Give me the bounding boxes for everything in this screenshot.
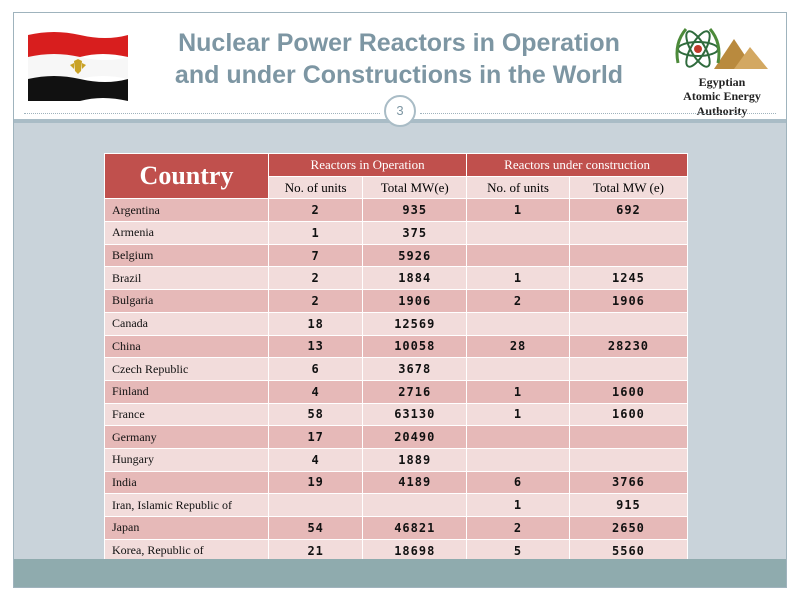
table-row xyxy=(105,380,688,403)
table-row xyxy=(105,244,688,267)
op-mw-cell: 1884 xyxy=(363,267,467,290)
op-units-cell: 13 xyxy=(269,335,363,358)
page-title xyxy=(144,27,654,91)
country-cell: Bulgaria xyxy=(105,290,269,313)
con-mw-cell: 3766 xyxy=(569,471,687,494)
country-cell: Iran, Islamic Republic of xyxy=(105,494,269,517)
table-row xyxy=(105,199,688,222)
con-units-cell: 1 xyxy=(467,494,570,517)
title-line-2: and under Constructions in the World xyxy=(174,61,624,89)
slide-content xyxy=(14,123,786,559)
op-mw-cell: 4189 xyxy=(363,471,467,494)
op-mw-cell: 46821 xyxy=(363,517,467,540)
con-mw-cell xyxy=(569,448,687,471)
header-divider-left xyxy=(24,113,380,114)
table-row xyxy=(105,335,688,358)
op-mw-cell: 5926 xyxy=(363,244,467,267)
con-mw-cell: 692 xyxy=(569,199,687,222)
op-units-cell: 4 xyxy=(269,380,363,403)
table-row xyxy=(105,358,688,381)
slide-number-badge: 3 xyxy=(384,95,416,127)
con-units-cell xyxy=(467,222,570,245)
con-units-header: No. of units xyxy=(467,176,570,199)
con-units-cell: 1 xyxy=(467,267,570,290)
country-header: Country xyxy=(105,154,269,199)
op-units-cell: 54 xyxy=(269,517,363,540)
op-mw-cell: 63130 xyxy=(363,403,467,426)
footer-bar xyxy=(14,559,786,587)
con-mw-cell: 1906 xyxy=(569,290,687,313)
op-mw-cell: 1889 xyxy=(363,448,467,471)
country-cell: India xyxy=(105,471,269,494)
con-units-cell: 1 xyxy=(467,380,570,403)
op-mw-cell: 3678 xyxy=(363,358,467,381)
country-cell: Finland xyxy=(105,380,269,403)
con-mw-cell: 5560 xyxy=(569,539,687,562)
table-row xyxy=(105,448,688,471)
con-units-cell xyxy=(467,244,570,267)
op-units-cell: 2 xyxy=(269,199,363,222)
op-mw-cell: 935 xyxy=(363,199,467,222)
slide xyxy=(13,12,787,588)
op-units-cell: 17 xyxy=(269,426,363,449)
op-mw-cell: 18698 xyxy=(363,539,467,562)
op-units-cell: 21 xyxy=(269,539,363,562)
country-cell: Canada xyxy=(105,312,269,335)
table-row xyxy=(105,494,688,517)
op-units-cell xyxy=(269,494,363,517)
op-units-cell: 2 xyxy=(269,267,363,290)
table-row xyxy=(105,471,688,494)
egypt-flag-icon xyxy=(24,29,132,101)
op-units-header: No. of units xyxy=(269,176,363,199)
con-units-cell: 1 xyxy=(467,199,570,222)
table-row xyxy=(105,222,688,245)
table-row xyxy=(105,517,688,540)
op-mw-cell xyxy=(363,494,467,517)
op-units-cell: 18 xyxy=(269,312,363,335)
title-line-1: Nuclear Power Reactors in Operation xyxy=(178,29,620,57)
atomic-energy-logo xyxy=(664,23,780,118)
country-cell: Japan xyxy=(105,517,269,540)
con-units-cell: 2 xyxy=(467,290,570,313)
con-units-cell: 2 xyxy=(467,517,570,540)
op-units-cell: 6 xyxy=(269,358,363,381)
op-mw-cell: 1906 xyxy=(363,290,467,313)
con-units-cell xyxy=(467,358,570,381)
con-mw-cell: 2650 xyxy=(569,517,687,540)
con-mw-cell xyxy=(569,426,687,449)
op-mw-header: Total MW(e) xyxy=(363,176,467,199)
op-units-cell: 4 xyxy=(269,448,363,471)
con-units-cell: 1 xyxy=(467,403,570,426)
op-mw-cell: 12569 xyxy=(363,312,467,335)
con-mw-header: Total MW (e) xyxy=(569,176,687,199)
table-row xyxy=(105,403,688,426)
construction-group-header: Reactors under construction xyxy=(467,154,688,177)
reactors-table xyxy=(104,153,688,562)
op-units-cell: 19 xyxy=(269,471,363,494)
op-units-cell: 1 xyxy=(269,222,363,245)
header-divider-right xyxy=(420,113,776,114)
con-units-cell xyxy=(467,312,570,335)
country-cell: Brazil xyxy=(105,267,269,290)
table-row xyxy=(105,267,688,290)
con-mw-cell: 1245 xyxy=(569,267,687,290)
table-row xyxy=(105,426,688,449)
atomic-energy-logo-icon xyxy=(664,23,780,75)
logo-text-line-1: Egyptian xyxy=(698,75,746,89)
country-cell: Germany xyxy=(105,426,269,449)
con-mw-cell xyxy=(569,244,687,267)
country-cell: China xyxy=(105,335,269,358)
con-units-cell: 6 xyxy=(467,471,570,494)
operation-group-header: Reactors in Operation xyxy=(269,154,467,177)
op-units-cell: 58 xyxy=(269,403,363,426)
country-cell: Korea, Republic of xyxy=(105,539,269,562)
con-units-cell xyxy=(467,448,570,471)
op-mw-cell: 2716 xyxy=(363,380,467,403)
con-mw-cell xyxy=(569,358,687,381)
con-units-cell: 28 xyxy=(467,335,570,358)
op-units-cell: 7 xyxy=(269,244,363,267)
con-units-cell xyxy=(467,426,570,449)
op-units-cell: 2 xyxy=(269,290,363,313)
country-cell: France xyxy=(105,403,269,426)
country-cell: Armenia xyxy=(105,222,269,245)
country-cell: Czech Republic xyxy=(105,358,269,381)
con-mw-cell: 1600 xyxy=(569,380,687,403)
country-cell: Argentina xyxy=(105,199,269,222)
table-row xyxy=(105,312,688,335)
table-row xyxy=(105,290,688,313)
country-cell: Hungary xyxy=(105,448,269,471)
op-mw-cell: 10058 xyxy=(363,335,467,358)
logo-text-line-2: Atomic Energy Authority xyxy=(683,89,761,118)
op-mw-cell: 375 xyxy=(363,222,467,245)
op-mw-cell: 20490 xyxy=(363,426,467,449)
con-mw-cell xyxy=(569,312,687,335)
con-mw-cell: 915 xyxy=(569,494,687,517)
con-mw-cell xyxy=(569,222,687,245)
con-mw-cell: 28230 xyxy=(569,335,687,358)
con-units-cell: 5 xyxy=(467,539,570,562)
country-cell: Belgium xyxy=(105,244,269,267)
con-mw-cell: 1600 xyxy=(569,403,687,426)
